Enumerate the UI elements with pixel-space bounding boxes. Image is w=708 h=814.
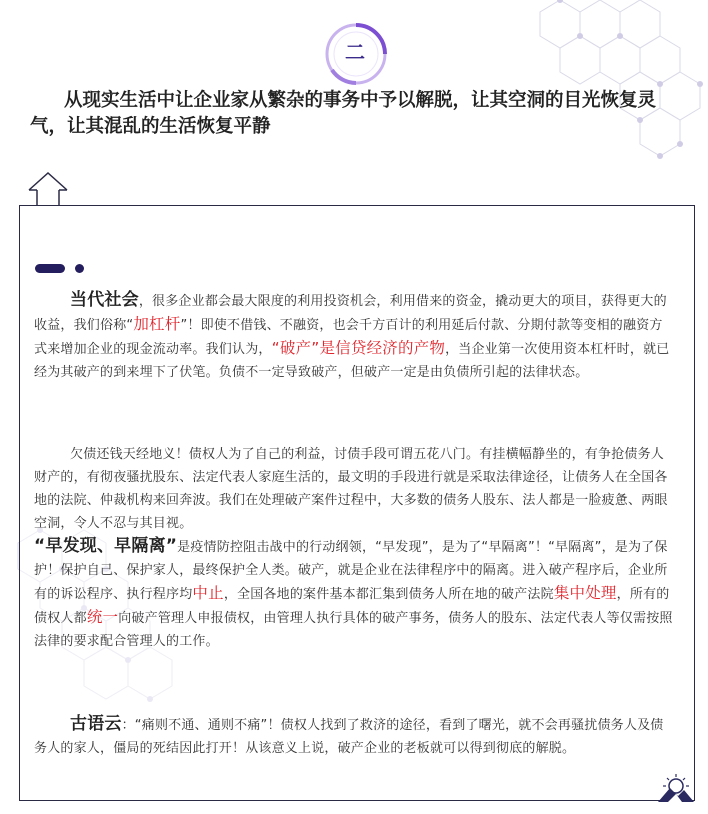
highlight-bankruptcy-product: “破产”是信贷经济的产物: [271, 339, 446, 357]
highlight-leverage: 加杠杆: [133, 315, 181, 333]
section-number: 二: [345, 40, 367, 64]
paragraph-debt-collection: [34, 443, 674, 653]
highlight-centralized: 集中处理: [553, 584, 617, 602]
pill-bar-icon: [35, 264, 65, 273]
text: ，所有的债权人都: [34, 587, 670, 626]
text: 向破产管理人申报债权，由管理人执行具体的破产事务，债务人的股东、法定代表人等仅需按照法律的要求配合管理人的工作。: [34, 611, 673, 649]
text: ”！即使不借钱、不融资，也会千方百计的利用延后付款、分期付款等变相的融资方式来增加企业的现金流动率。我们认为，: [34, 318, 663, 357]
text: ，当企业第一次使用资本杠杆时，就已经为其破产的到来埋下了伏笔。负债不一定导致破产，但破产一定是由负债所引起的法律状态。: [34, 342, 670, 380]
mountain-sun-logo-icon: [656, 772, 696, 804]
paragraph-ancient-saying: [34, 713, 674, 760]
keyword: 当代社会: [70, 290, 139, 310]
text: 欠债还钱天经地义！债权人为了自己的利益，讨债手段可谓五花八门。有挂横幅静坐的，有争抢债务人财产的，有彻夜骚扰股东、法定代表人家庭生活的，最文明的手段进行就是采取法律途径，让债务人在全国各地的法院、仲裁机构来回奔波。我们在处理破产案件过程中，大多数的债务人股东、法人都是一脸疲惫、两眼空洞，令人不忍与其目视。: [34, 447, 668, 531]
paragraph-modern-society: [34, 289, 674, 384]
headline: 从现实生活中让企业家从繁杂的事务中予以解脱，让其空洞的目光恢复灵气，让其混乱的生活恢复平静: [30, 90, 657, 137]
text: 是疫情防控阻击战中的行动纲领，“早发现”，是为了“早隔离”！“早隔离”，是为了保护！保护自己、保护家人，最终保护全人类。破产，就是企业在法律程序中的隔离。进入破产程序后，企业所有的诉讼程序、执行程序均: [34, 540, 668, 602]
keyword: 古语云: [70, 714, 122, 734]
keyword: “早发现、早隔离”: [34, 536, 178, 556]
highlight-unified: 统一: [86, 608, 119, 626]
text: ：“痛则不通、通则不痛”！债权人找到了救济的途径，看到了曙光，就不会再骚扰债务人及债务人的家人，僵局的死结因此打开！从该意义上说，破产企业的老板就可以得到彻底的解脱。: [34, 718, 664, 756]
text: ，全国各地的案件基本都汇集到债务人所在地的破产法院: [223, 587, 554, 602]
text: ，很多企业都会最大限度的利用投资机会，利用借来的资金，撬动更大的项目，获得更大的收益，我们俗称“: [34, 294, 667, 333]
dot-icon: [75, 264, 84, 273]
highlight-suspend: 中止: [192, 584, 224, 602]
up-arrow-outline-icon: [26, 170, 70, 206]
